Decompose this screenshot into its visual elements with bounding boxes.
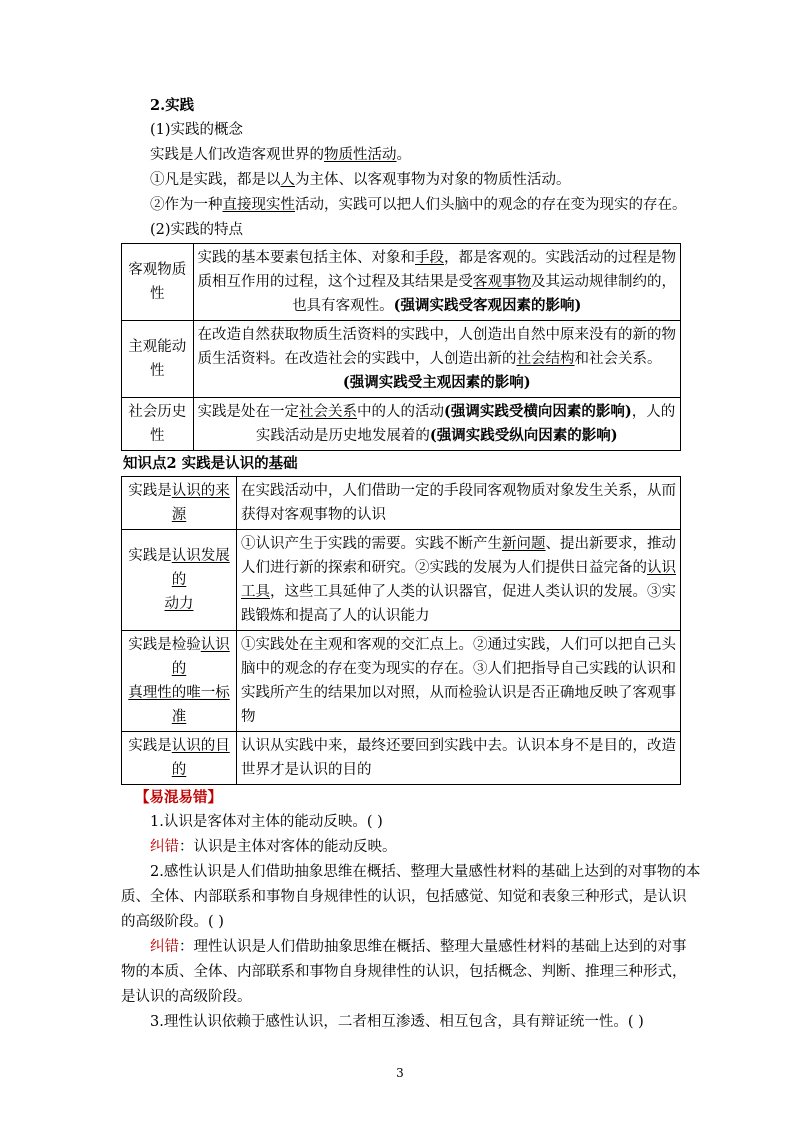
basis-key: 实践是认识的来源 xyxy=(122,477,237,530)
table-row xyxy=(122,477,681,530)
features-heading: (2)实践的特点 xyxy=(150,222,244,238)
confusion-heading: 【易混易错】 xyxy=(135,789,222,806)
table-row xyxy=(122,631,681,732)
correction-2-line: 是认识的高级阶段。 xyxy=(121,989,252,1005)
practice-definition: 实践是人们改造客观世界的物质性活动。 xyxy=(150,147,411,163)
basis-value: ①实践处在主观和客观的交汇点上。②通过实践，人们可以把自己头 脑中的观念的存在变为现实的存在。③人们把指导自己实践的认识和 实践所产生的结果加以对照，从而检验认识是否正确地反映了客观事 物 xyxy=(237,631,681,732)
point-1: ①凡是实践，都是以人为主体、以客观事物为对象的物质性活动。 xyxy=(150,172,571,188)
page-number: 3 xyxy=(396,1066,404,1080)
question-1: 1.认识是客体对主体的能动反映。( ) xyxy=(150,814,383,830)
table-row xyxy=(122,398,681,451)
table-row xyxy=(122,321,681,398)
correction-2: 纠错：理性认识是人们借助抽象思维在概括、整理大量感性材料的基础上达到的对事 xyxy=(150,939,687,955)
basis-value: ①认识产生于实践的需要。实践不断产生新问题、提出新要求，推动 人们进行新的探索和研究。②实践的发展为人们提供日益完备的认识 工具，这些工具延伸了人类的认识器官，促进人类认识的发展。③实 践锻炼和提高了人的认识能力 xyxy=(237,530,681,631)
correction-label: 纠错 xyxy=(150,939,179,955)
correction-2-line: 物的本质、全体、内部联系和事物自身规律性的认识，包括概念、判断、推理三种形式， xyxy=(121,964,687,980)
table-row xyxy=(122,244,681,321)
section-title: 2.实践 xyxy=(150,97,195,114)
table-row xyxy=(122,530,681,631)
feature-value: 在改造自然获取物质生活资料的实践中，人创造出自然中原来没有的新的物 质生活资料。在改造社会的实践中，人创造出新的社会结构和社会关系。 (强调实践受主观因素的影响) xyxy=(193,321,681,398)
feature-value: 实践是处在一定社会关系中的人的活动(强调实践受横向因素的影响)，人的 实践活动是历史地发展着的(强调实践受纵向因素的影响) xyxy=(193,398,681,451)
feature-key: 社会历史性 xyxy=(122,398,194,451)
feature-key: 主观能动性 xyxy=(122,321,194,398)
feature-value: 实践的基本要素包括主体、对象和手段，都是客观的。实践活动的过程是物 质相互作用的过程，这个过程及其结果是受客观事物及其运动规律制约的， 也具有客观性。(强调实践受客观因素的影响) xyxy=(193,244,681,321)
feature-key: 客观物质性 xyxy=(122,244,194,321)
basis-key: 实践是认识发展的 动力 xyxy=(122,530,237,631)
correction-1: 纠错：认识是主体对客体的能动反映。 xyxy=(150,839,397,855)
point-2: ②作为一种直接现实性活动，实践可以把人们头脑中的观念的存在变为现实的存在。 xyxy=(150,197,687,213)
question-2-line: 质、全体、内部联系和事物自身规律性的认识，包括感觉、知觉和表象三种形式，是认识 xyxy=(121,889,687,905)
content xyxy=(121,93,701,1035)
knowledge-point-title: 知识点2 实践是认识的基础 xyxy=(123,455,298,472)
question-2-line: 的高级阶段。( ) xyxy=(121,914,224,930)
concept-heading: (1)实践的概念 xyxy=(150,122,244,138)
basis-value: 在实践活动中，人们借助一定的手段同客观物质对象发生关系，从而 获得对客观事物的认识 xyxy=(237,477,681,530)
basis-table xyxy=(121,476,681,785)
basis-key: 实践是检验认识的 真理性的唯一标准 xyxy=(122,631,237,732)
basis-value: 认识从实践中来，最终还要回到实践中去。认识本身不是目的，改造 世界才是认识的目的 xyxy=(237,732,681,785)
question-3: 3.理性认识依赖于感性认识，二者相互渗透、相互包含，具有辩证统一性。( ) xyxy=(150,1014,644,1030)
features-table xyxy=(121,243,681,451)
table-row xyxy=(122,732,681,785)
basis-key: 实践是认识的目的 xyxy=(122,732,237,785)
question-2: 2.感性认识是人们借助抽象思维在概括、整理大量感性材料的基础上达到的对事物的本 xyxy=(150,864,701,880)
correction-label: 纠错 xyxy=(150,839,179,855)
